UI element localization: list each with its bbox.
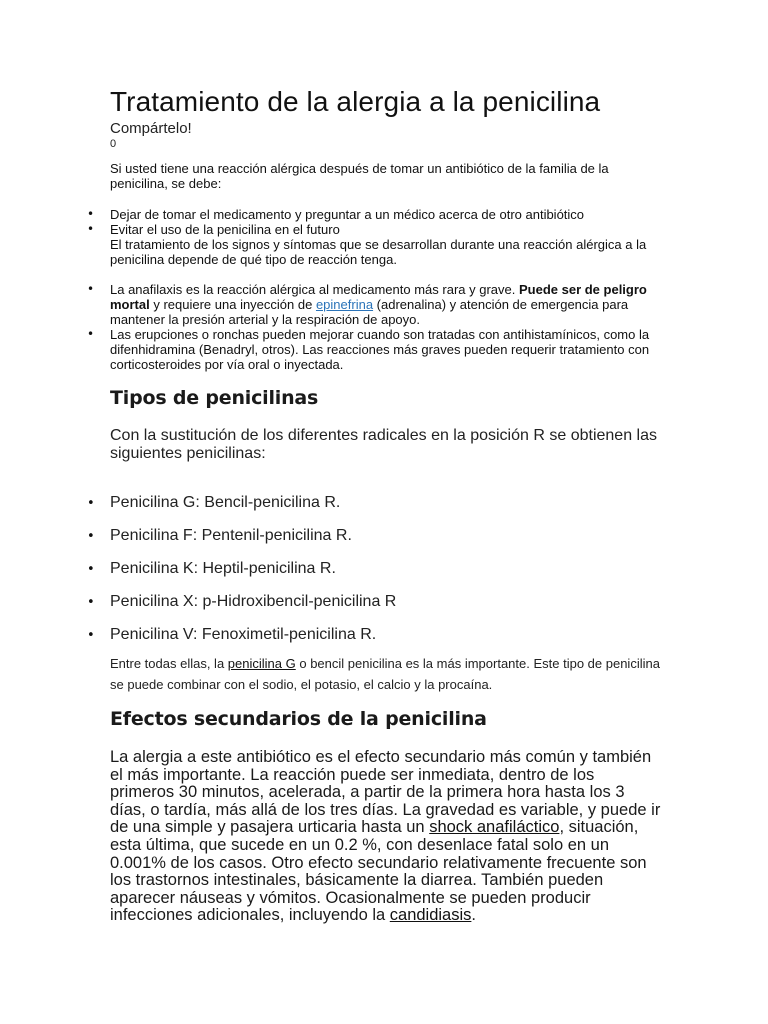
types-block <box>110 427 662 644</box>
anaphylaxis-text-3: (adrenalina) y atención de emergencia para mantener la presión arterial y la respiración de apoyo. <box>110 297 629 327</box>
page-title: Tratamiento de la alergia a la penicilina <box>110 86 601 117</box>
anaphylaxis-bold: Puede ser de peligro mortal <box>110 282 647 312</box>
action-list <box>110 207 662 267</box>
shock-anafilactico-link[interactable]: shock anafiláctico <box>429 818 560 837</box>
list-item: • Penicilina V: Fenoximetil-penicilina R. <box>110 626 662 644</box>
list-item: • Penicilina F: Pentenil-penicilina R. <box>110 527 662 545</box>
penicillin-g-note <box>110 653 662 695</box>
epinefrina-link[interactable]: epinefrina <box>315 297 374 312</box>
list-item-text: Evitar el uso de la penicilina en el futuro <box>110 222 340 237</box>
candidiasis-link[interactable]: candidiasis <box>389 906 472 925</box>
treatment-paragraph: El tratamiento de los signos y síntomas que se desarrollan durante una reacción alérgica a la penicilina depende de qué tipo de reacción tenga. <box>110 237 647 267</box>
anaphylaxis-text-1: La anafilaxis es la reacción alérgica al medicamento más rara y grave. <box>110 282 519 297</box>
list-item-rashes: • Las erupciones o ronchas pueden mejorar cuando son tratadas con antihistamínicos, como la difenhidramina (Benadryl, otros). Las reacciones más graves pueden requerir tratamiento con corticosteroides por vía oral o inyectada. <box>110 327 662 372</box>
share-count: 0 <box>110 138 117 150</box>
intro-block <box>110 161 662 372</box>
section-heading-types: Tipos de penicilinas <box>110 387 319 409</box>
note-text-1: Entre todas ellas, la <box>110 656 228 671</box>
effects-text-1: La alergia a este antibiótico es el efecto secundario más común y también el más importante. La reacción puede ser inmediata, dentro de los primeros 30 minutos, acelerada, a partir de la primera hora hasta los 3 días, o tardía, más allá de los tres días. La gravedad es variable, y puede ir de una simple y pasajera urticaria hasta un <box>110 748 661 837</box>
article-body <box>110 86 662 925</box>
anaphylaxis-text-2: y requiere una inyección de <box>149 297 316 312</box>
effects-paragraph <box>110 749 662 925</box>
list-item-anaphylaxis <box>110 282 662 327</box>
reaction-list <box>110 282 662 372</box>
list-item: • Penicilina G: Bencil-penicilina R. <box>110 494 662 512</box>
effects-text-3: . <box>471 906 476 925</box>
list-item: • Penicilina K: Heptil-penicilina R. <box>110 560 662 578</box>
intro-paragraph: Si usted tiene una reacción alérgica después de tomar un antibiótico de la familia de la penicilina, se debe: <box>110 161 609 191</box>
types-intro: Con la sustitución de los diferentes radicales en la posición R se obtienen las siguientes penicilinas: <box>110 427 657 462</box>
effects-text-2: , situación, esta última, que sucede en un 0.2 %, con desenlace fatal solo en un 0.001% de los casos. Otro efecto secundario relativamente frecuente son los trastornos intestinales, básicamente la diarrea. También pueden aparecer náuseas y vómitos. Ocasionalmente se pueden producir infecciones adicionales, incluyendo la <box>110 818 647 925</box>
section-heading-effects: Efectos secundarios de la penicilina <box>110 708 487 730</box>
list-item: • Penicilina X: p-Hidroxibencil-penicilina R <box>110 593 662 611</box>
penicilina-g-link[interactable]: penicilina G <box>227 656 296 671</box>
list-item: • Dejar de tomar el medicamento y preguntar a un médico acerca de otro antibiótico <box>110 207 662 222</box>
penicillin-types-list <box>110 494 662 644</box>
note-text-2: o bencil penicilina es la más importante. Este tipo de penicilina se puede combinar con el sodio, el potasio, el calcio y la procaína. <box>110 656 660 692</box>
share-label[interactable]: Compártelo! <box>110 120 192 137</box>
list-item <box>110 222 662 267</box>
